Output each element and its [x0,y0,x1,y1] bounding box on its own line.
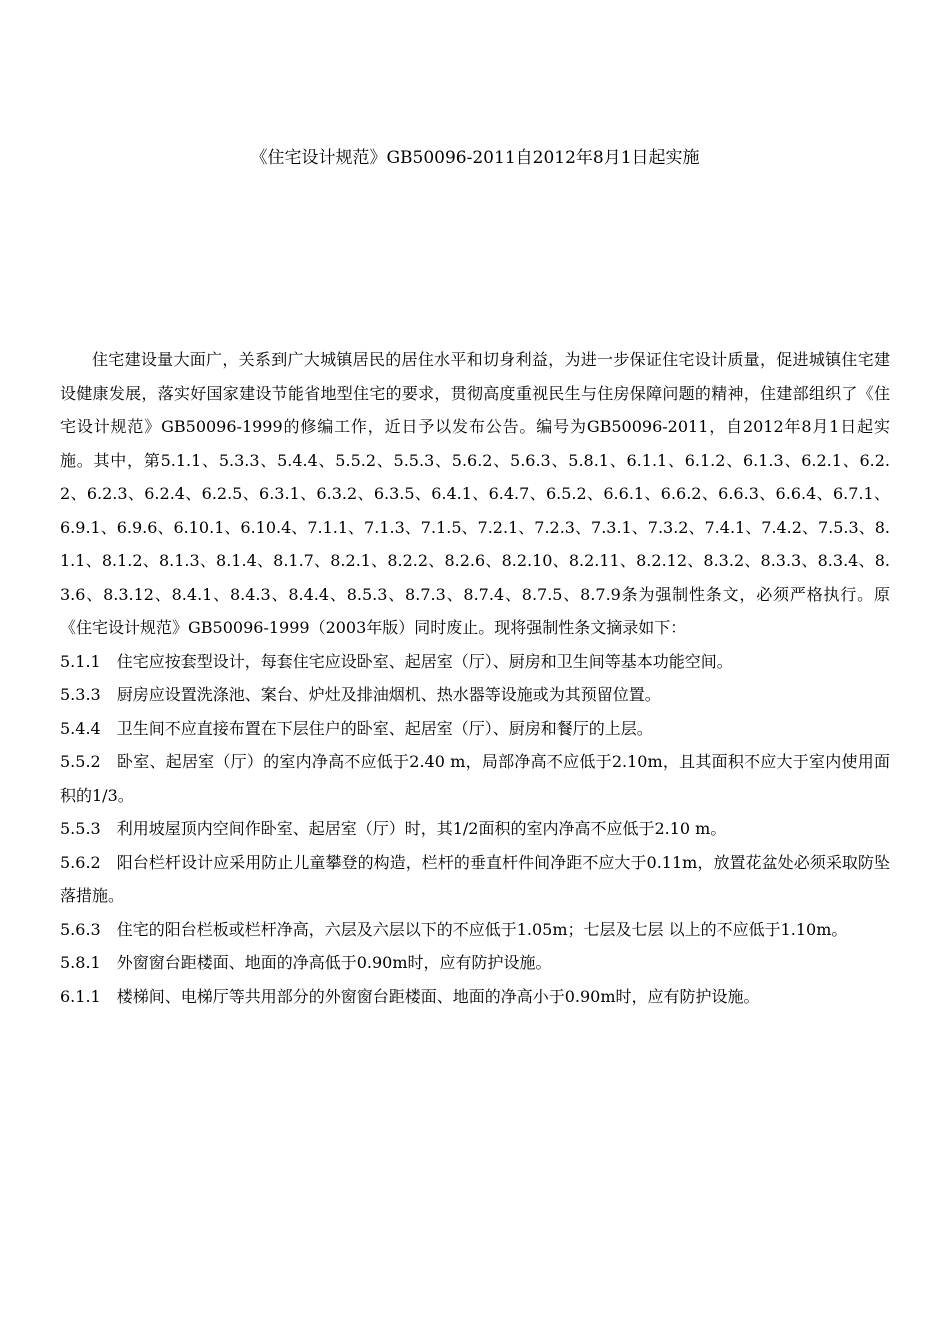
clause-5-5-3 [60,812,890,846]
document-title: 《住宅设计规范》GB50096-2011自2012年8月1日起实施 [250,148,700,168]
clause-number: 5.8.1 [60,953,101,972]
intro-paragraph: 住宅建设量大面广，关系到广大城镇居民的居住水平和切身利益，为进一步保证住宅设计质量，促进城镇住宅建设健康发展，落实好国家建设节能省地型住宅的要求，贯彻高度重视民生与住房保障问题的精神，住建部组织了《住宅设计规范》GB50096-1999的修编工作，近日予以发布公告。编号为GB50096-2011，自2012年8月1日起实施。其中，第5.1.1、5.3.3、5.4.4、5.5.2、5.5.3、5.6.2、5.6.3、5.8.1、6.1.1、6.1.2、6.1.3、6.2.1、6.2.2、6.2.3、6.2.4、6.2.5、6.3.1、6.3.2、6.3.5、6.4.1、6.4.7、6.5.2、6.6.1、6.6.2、6.6.3、6.6.4、6.7.1、6.9.1、6.9.6、6.10.1、6.10.4、7.1.1、7.1.3、7.1.5、7.2.1、7.2.3、7.3.1、7.3.2、7.4.1、7.4.2、7.5.3、8.1.1、8.1.2、8.1.3、8.1.4、8.1.7、8.2.1、8.2.2、8.2.6、8.2.10、8.2.11、8.2.12、8.3.2、8.3.3、8.3.4、8.3.6、8.3.12、8.4.1、8.4.3、8.4.4、8.5.3、8.7.3、8.7.4、8.7.5、8.7.9条为强制性条文，必须严格执行。原《住宅设计规范》GB50096-1999（2003年版）同时废止。现将强制性条文摘录如下： [60,350,890,637]
clause-number: 5.6.3 [60,919,101,939]
clause-text: 利用坡屋顶内空间作卧室、起居室（厅）时，其1/2面积的室内净高不应低于2.10 m。 [116,819,727,838]
clause-number: 5.3.3 [60,685,101,704]
clause-6-1-1 [60,980,890,1014]
clause-text: 外窗窗台距楼面、地面的净高低于0.90m时，应有防护设施。 [116,953,552,972]
clause-text: 卫生间不应直接布置在下层住户的卧室、起居室（厅）、厨房和餐厅的上层。 [116,718,653,738]
clause-number: 6.1.1 [60,986,101,1006]
clause-text: 卧室、起居室（厅）的室内净高不应低于2.40 m，局部净高不应低于2.10m，且其面积不应大于室内使用面积的1/3。 [60,752,890,805]
clause-5-1-1 [60,645,890,679]
clause-number: 5.1.1 [60,651,101,671]
clause-5-6-3 [60,913,890,947]
clause-text: 厨房应设置洗涤池、案台、炉灶及排油烟机、热水器等设施或为其预留位置。 [116,685,661,704]
clause-text: 住宅应按套型设计，每套住宅应设卧室、起居室（厅）、厨房和卫生间等基本功能空间。 [116,651,733,671]
clause-5-3-3 [60,678,890,712]
clause-number: 5.4.4 [60,718,101,738]
clause-text: 阳台栏杆设计应采用防止儿童攀登的构造，栏杆的垂直杆件间净距不应大于0.11m，放置花盆处必须采取防坠落措施。 [60,852,890,905]
clause-text: 住宅的阳台栏板或栏杆净高，六层及六层以下的不应低于1.05m；七层及七层 以上的不应低于1.10m。 [116,919,848,939]
document-body [60,343,890,1013]
clause-text: 楼梯间、电梯厅等共用部分的外窗窗台距楼面、地面的净高小于0.90m时，应有防护设施。 [116,986,760,1006]
clause-5-5-2 [60,745,890,812]
clause-5-8-1 [60,946,890,980]
clause-number: 5.6.2 [60,852,101,872]
clause-5-6-2 [60,846,890,913]
clause-5-4-4 [60,712,890,746]
clause-number: 5.5.2 [60,752,101,771]
clause-number: 5.5.3 [60,819,101,838]
